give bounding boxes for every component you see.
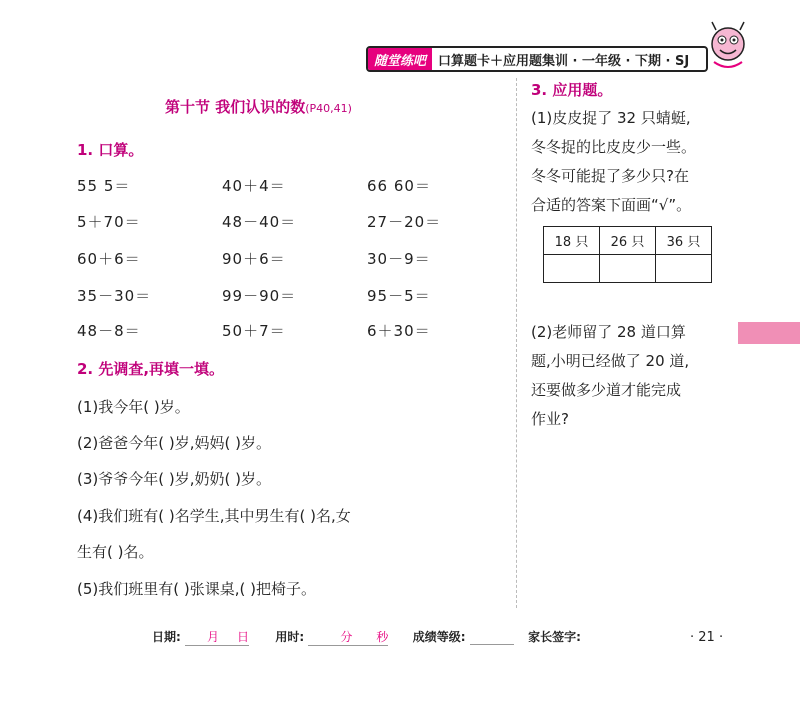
- question-line: 题,小明已经做了 20 道,: [531, 352, 690, 370]
- calc-item: 99－90＝: [222, 287, 297, 305]
- question-line: 冬冬捉的比皮皮少一些。: [531, 138, 697, 156]
- calc-item: 40＋4＝: [222, 177, 286, 195]
- question-1: [531, 104, 696, 220]
- grade-field[interactable]: [470, 630, 514, 645]
- calc-item: 5＋70＝: [77, 213, 141, 231]
- header-banner: [366, 46, 708, 72]
- calc-item: 90＋6＝: [222, 250, 286, 268]
- calc-item: 48－40＝: [222, 213, 297, 231]
- calc-item: 30－9＝: [367, 250, 431, 268]
- question-line: (1)皮皮捉了 32 只蜻蜓,: [531, 109, 691, 127]
- question-line: 合适的答案下面画“√”。: [531, 196, 692, 214]
- part1-heading: 1. 口算。: [77, 141, 144, 159]
- calc-item: 55 5＝: [77, 177, 131, 195]
- time-label: 用时:: [275, 630, 305, 644]
- answer-cell[interactable]: [600, 255, 656, 283]
- calc-item: 48－8＝: [77, 322, 141, 340]
- question-line: 还要做多少道才能完成: [531, 381, 682, 399]
- survey-line: (2)爸爸今年( )岁,妈妈( )岁。: [77, 434, 271, 452]
- footer-bar: [152, 628, 581, 646]
- section-title: 第十节 我们认识的数(P40,41): [165, 98, 352, 116]
- answer-cell[interactable]: [544, 255, 600, 283]
- survey-line: (1)我今年( )岁。: [77, 398, 190, 416]
- day-field[interactable]: 日: [219, 628, 249, 646]
- date-label: 日期:: [152, 630, 181, 644]
- question-line: 作业?: [531, 410, 569, 428]
- calc-item: 35－30＝: [77, 287, 152, 305]
- side-tab: [738, 322, 800, 344]
- question-line: 冬冬可能捉了多少只?在: [531, 167, 689, 185]
- part2-heading: 2. 先调查,再填一填。: [77, 360, 225, 378]
- answer-table: [543, 226, 712, 283]
- calc-item: 95－5＝: [367, 287, 431, 305]
- survey-line: 生有( )名。: [77, 543, 154, 561]
- option-26: 26 只: [600, 227, 656, 255]
- header-title: 口算题卡＋应用题集训 · 一年级 · 下期 · SJ: [438, 53, 690, 69]
- option-36: 36 只: [656, 227, 712, 255]
- survey-line: (4)我们班有( )名学生,其中男生有( )名,女: [77, 507, 351, 525]
- header-tag: 随堂练吧: [368, 48, 432, 70]
- calc-item: 50＋7＝: [222, 322, 286, 340]
- minute-field[interactable]: 分: [308, 628, 352, 646]
- survey-line: (5)我们班里有( )张课桌,( )把椅子。: [77, 580, 316, 598]
- calc-item: 66 60＝: [367, 177, 431, 195]
- month-field[interactable]: 月: [185, 628, 219, 646]
- question-2: [531, 318, 689, 434]
- calc-item: 27－20＝: [367, 213, 442, 231]
- section-pages: (P40,41): [305, 102, 352, 115]
- option-18: 18 只: [544, 227, 600, 255]
- sign-label: 家长签字:: [528, 630, 581, 644]
- mascot-icon: [704, 20, 750, 72]
- column-divider: [516, 78, 517, 608]
- page-number: · 21 ·: [690, 630, 724, 645]
- grade-label: 成绩等级:: [412, 630, 466, 644]
- part3-heading: 3. 应用题。: [531, 81, 613, 99]
- second-field[interactable]: 秒: [352, 628, 388, 646]
- answer-cell[interactable]: [656, 255, 712, 283]
- calc-item: 60＋6＝: [77, 250, 141, 268]
- calc-item: 6＋30＝: [367, 322, 431, 340]
- question-line: (2)老师留了 28 道口算: [531, 323, 686, 341]
- survey-line: (3)爷爷今年( )岁,奶奶( )岁。: [77, 470, 271, 488]
